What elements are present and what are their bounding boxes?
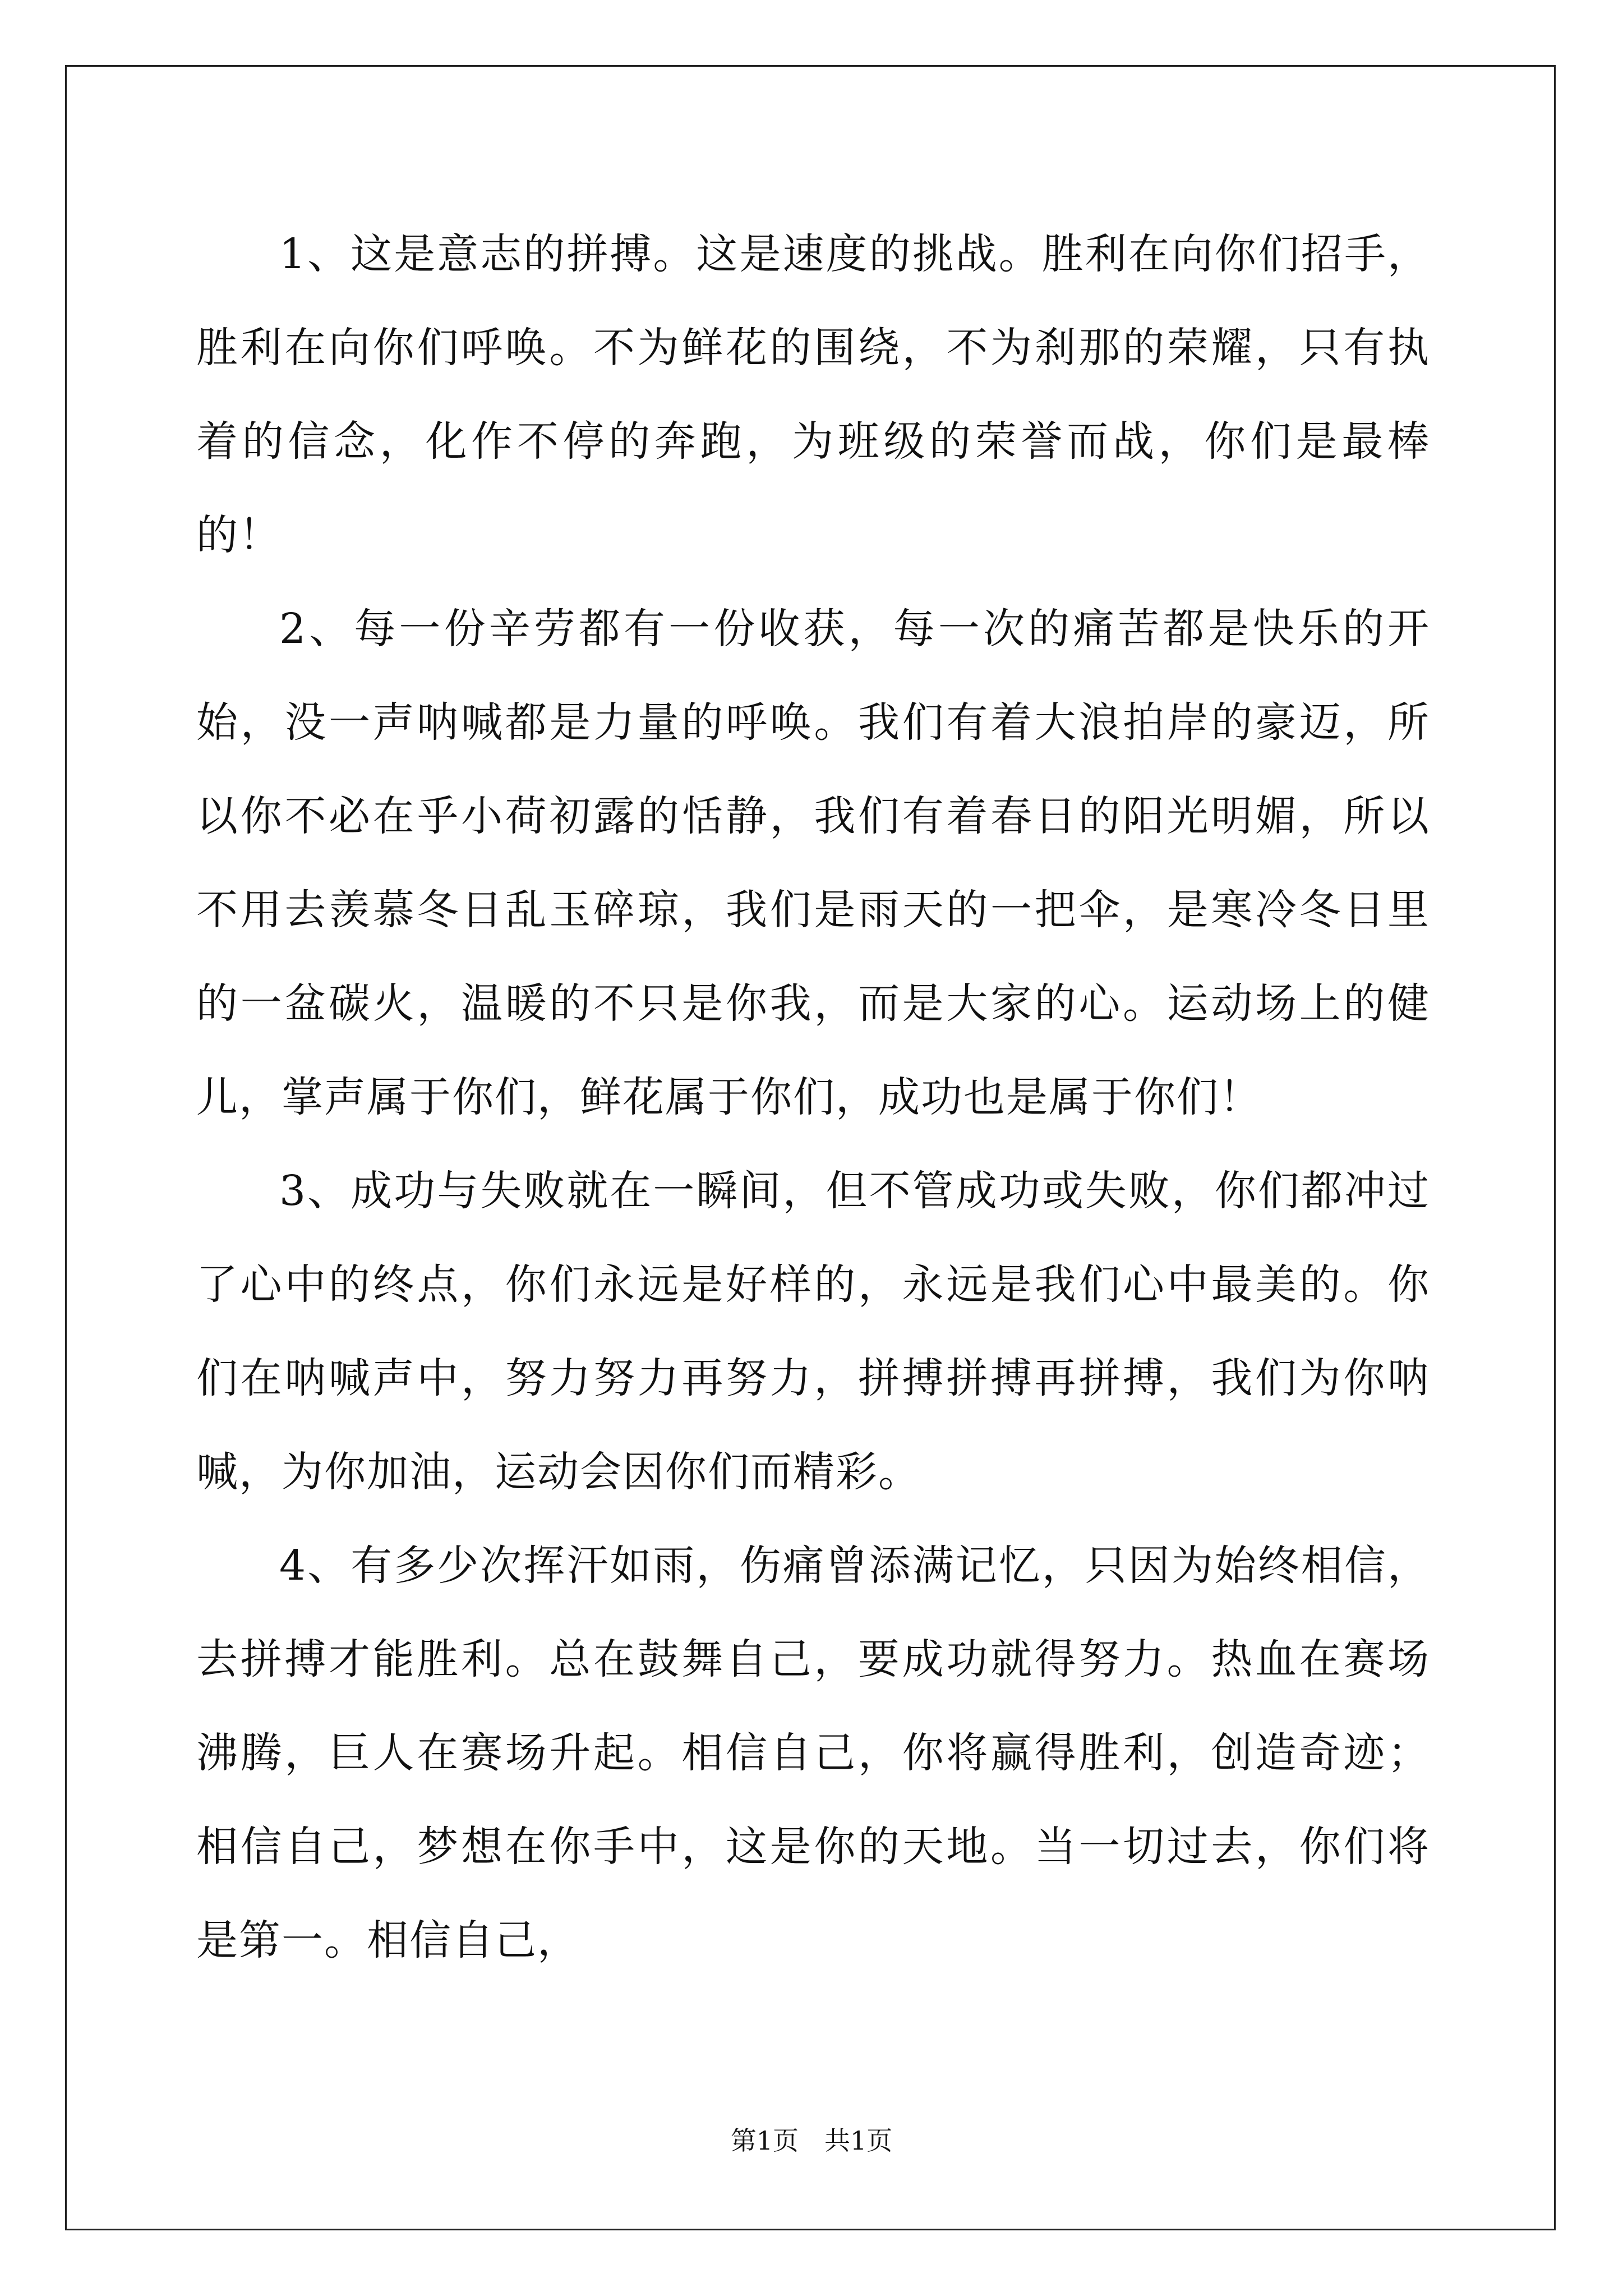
paragraph-2: 2、每一份辛劳都有一份收获，每一次的痛苦都是快乐的开始，没一声呐喊都是力量的呼唤。我们有着大浪拍岸的豪迈，所以你不必在乎小荷初露的恬静，我们有着春日的阳光明媚，所以不用去羡慕冬日乱玉碎琼，我们是雨天的一把伞，是寒冷冬日里的一盆碳火，温暖的不只是你我，而是大家的心。运动场上的健儿，掌声属于你们，鲜花属于你们，成功也是属于你们！ (196, 605, 1430, 1121)
paragraph-4: 4、有多少次挥汗如雨，伤痛曾添满记忆，只因为始终相信，去拼搏才能胜利。总在鼓舞自己，要成功就得努力。热血在赛场沸腾，巨人在赛场升起。相信自己，你将赢得胜利，创造奇迹；相信自己，梦想在你手中，这是你的天地。当一切过去，你们将是第一。相信自己， (196, 1542, 1430, 1964)
document-body (196, 208, 1430, 2019)
paragraph-1: 1、这是意志的拼搏。这是速度的挑战。胜利在向你们招手，胜利在向你们呼唤。不为鲜花的围绕，不为刹那的荣耀，只有执着的信念，化作不停的奔跑，为班级的荣誉而战，你们是最棒的！ (196, 230, 1430, 559)
page-footer: 第1页 共1页 (730, 2125, 893, 2156)
paragraph-3: 3、成功与失败就在一瞬间，但不管成功或失败，你们都冲过了心中的终点，你们永远是好样的，永远是我们心中最美的。你们在呐喊声中，努力努力再努力，拼搏拼搏再拼搏，我们为你呐喊，为你加油，运动会因你们而精彩。 (196, 1167, 1430, 1496)
